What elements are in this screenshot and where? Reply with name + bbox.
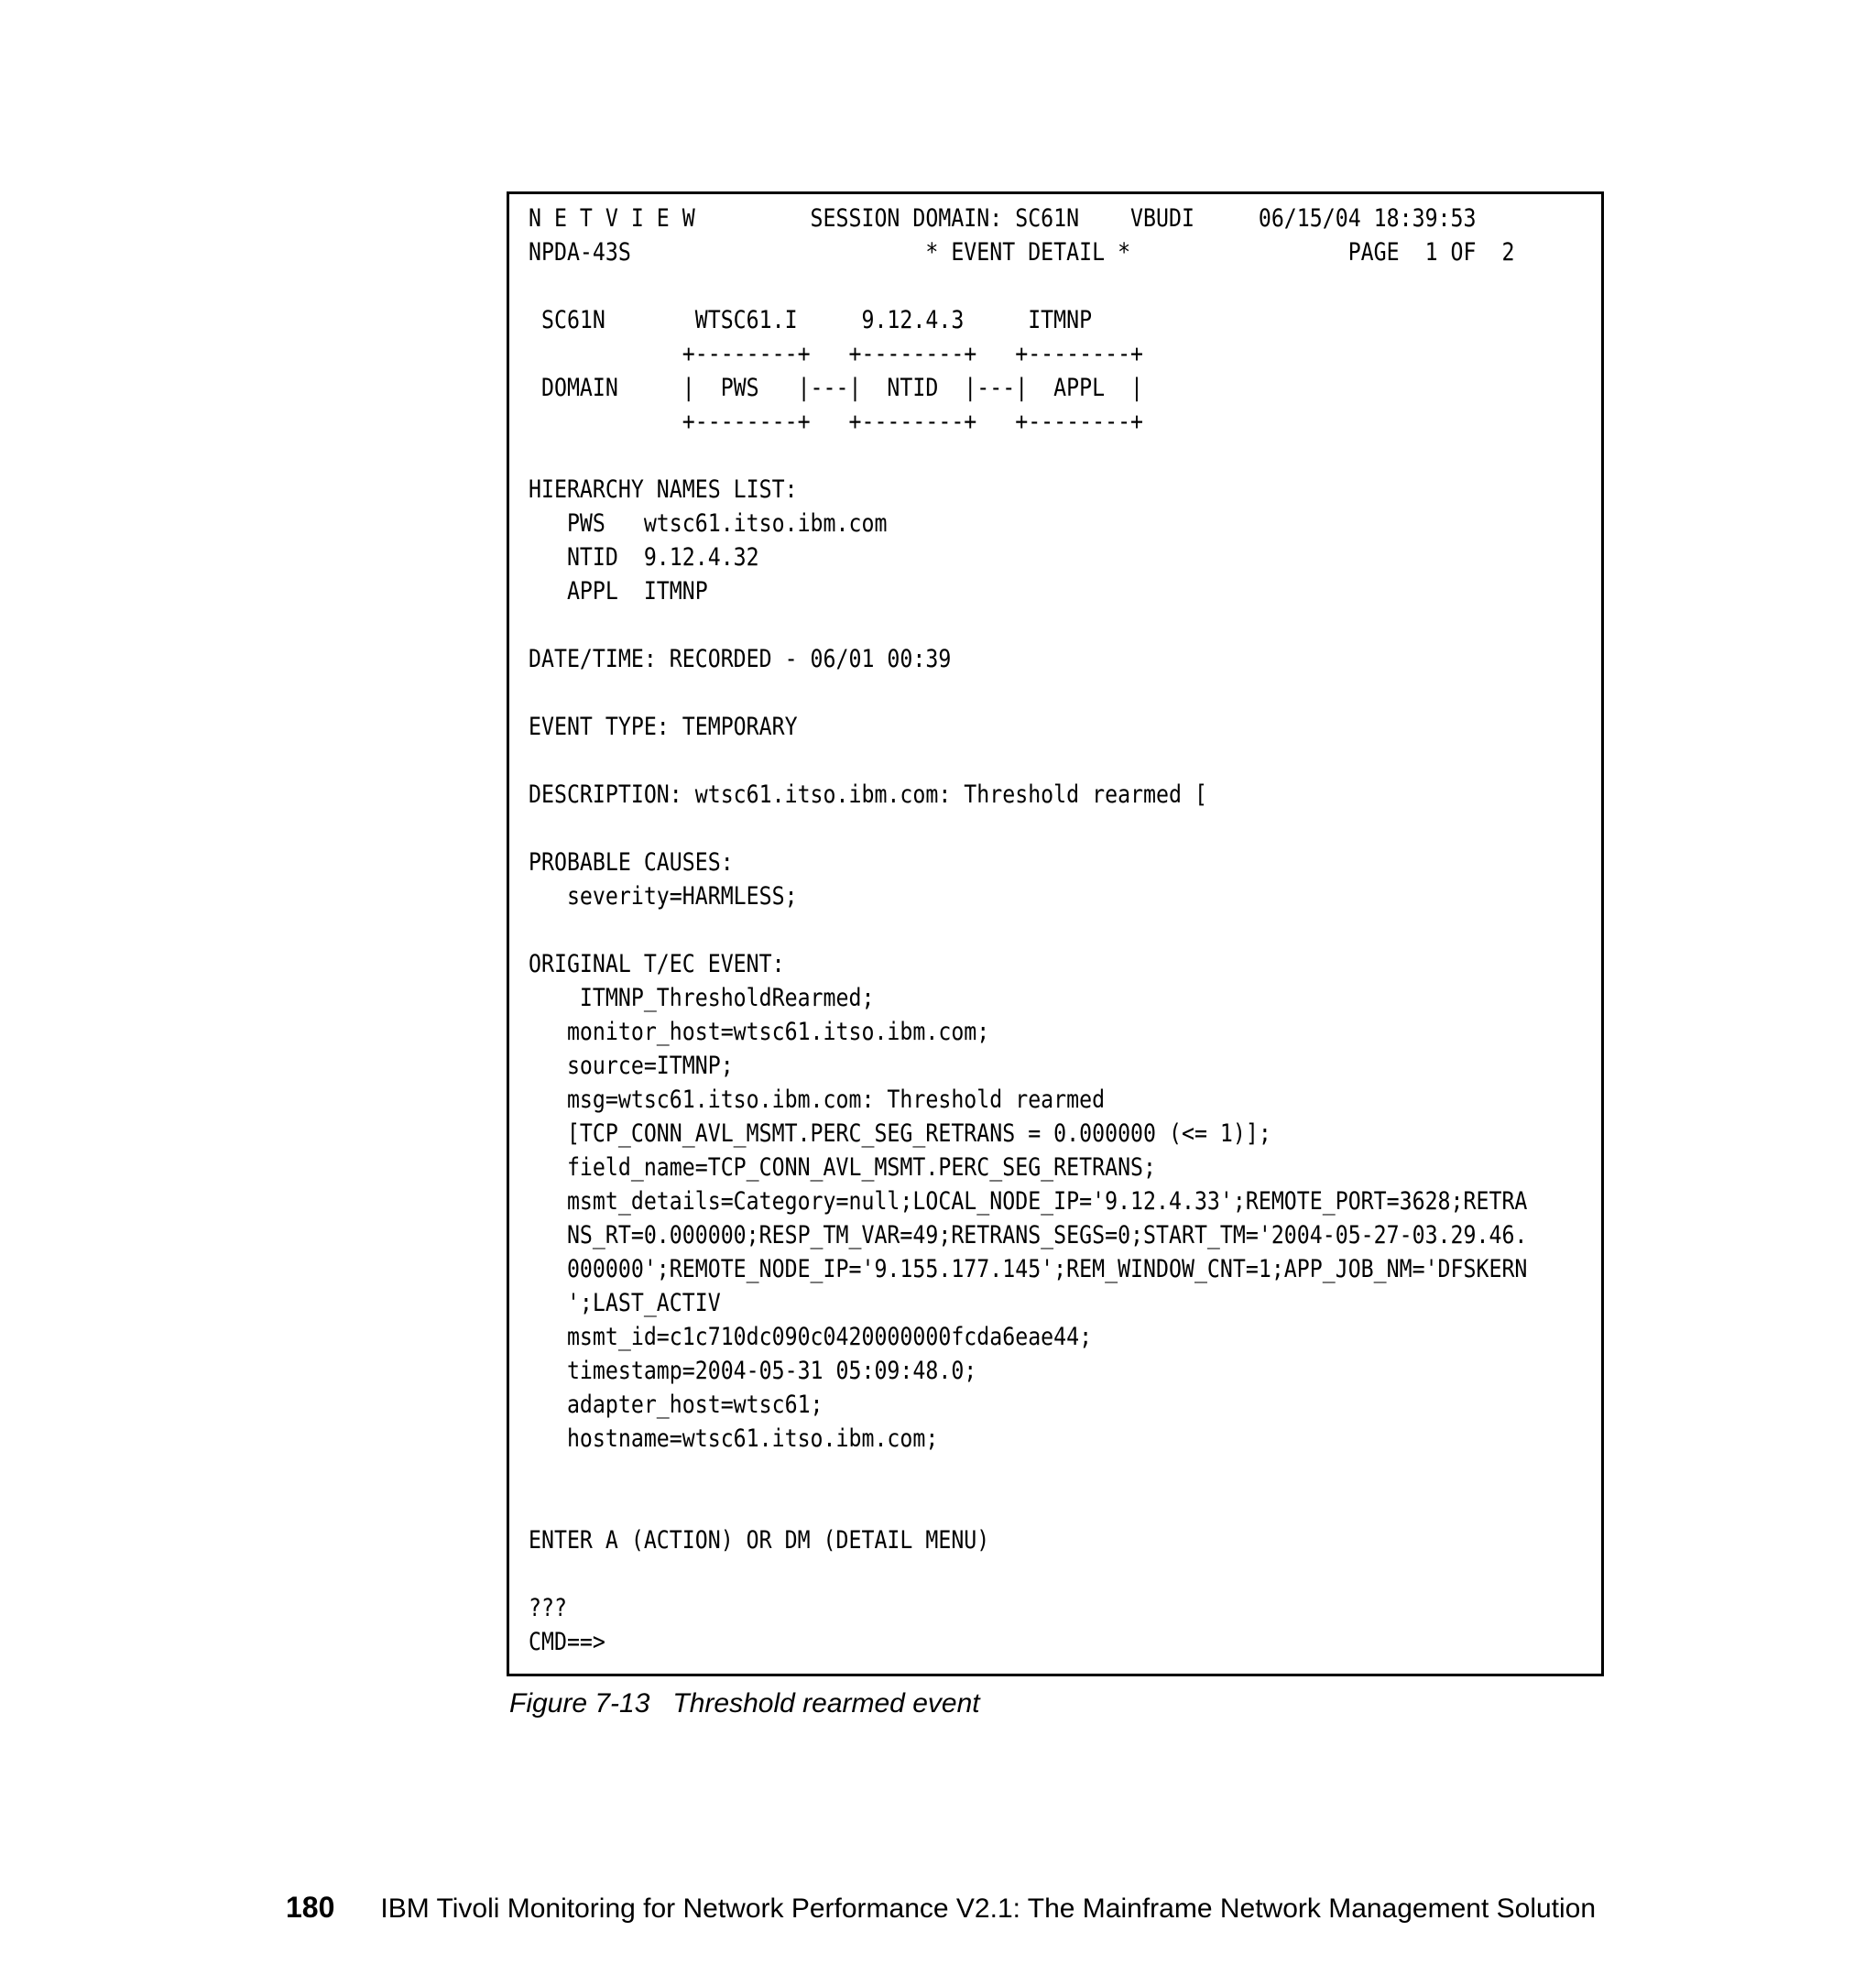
- page-number: 180: [286, 1891, 335, 1924]
- screen-line: adapter_host=wtsc61;: [529, 1391, 823, 1419]
- figure-caption: Figure 7-13 Threshold rearmed event: [509, 1688, 980, 1719]
- screen-line: PROBABLE CAUSES:: [529, 848, 734, 877]
- screen-line: ';LAST_ACTIV: [529, 1289, 721, 1317]
- screen-line: NTID 9.12.4.32: [529, 543, 759, 572]
- screen-line: NPDA-43S * EVENT DETAIL * PAGE 1 OF 2: [529, 238, 1515, 267]
- book-title: IBM Tivoli Monitoring for Network Performance V2.1: The Mainframe Network Management Solution: [380, 1893, 1597, 1924]
- terminal-screen: [507, 191, 1604, 1676]
- screen-line: EVENT TYPE: TEMPORARY: [529, 713, 798, 741]
- screen-line: msmt_details=Category=null;LOCAL_NODE_IP='9.12.4.33';REMOTE_PORT=3628;RETRA: [529, 1187, 1528, 1216]
- screen-line: 000000';REMOTE_NODE_IP='9.155.177.145';REM_WINDOW_CNT=1;APP_JOB_NM='DFSKERN: [529, 1255, 1528, 1283]
- screen-line: [529, 812, 1527, 846]
- screen-line: HIERARCHY NAMES LIST:: [529, 475, 798, 504]
- screen-line: [529, 1456, 1527, 1490]
- screen-line: msmt_id=c1c710dc090c0420000000fcda6eae44;: [529, 1323, 1093, 1351]
- screen-line: NS_RT=0.000000;RESP_TM_VAR=49;RETRANS_SEGS=0;START_TM='2004-05-27-03.29.46.: [529, 1221, 1528, 1249]
- page-footer: [286, 1891, 1596, 1926]
- screen-line: [529, 913, 1527, 947]
- screen-line: ORIGINAL T/EC EVENT:: [529, 950, 785, 978]
- screen-line: [529, 676, 1527, 710]
- screen-line: [529, 744, 1527, 778]
- screen-line: ???: [529, 1594, 567, 1622]
- screen-line: APPL ITMNP: [529, 577, 708, 606]
- screen-line: field_name=TCP_CONN_AVL_MSMT.PERC_SEG_RETRANS;: [529, 1153, 1157, 1182]
- screen-line: [TCP_CONN_AVL_MSMT.PERC_SEG_RETRANS = 0.000000 (<= 1)];: [529, 1119, 1271, 1148]
- screen-line: +--------+ +--------+ +--------+: [529, 408, 1144, 436]
- screen-line: DOMAIN | PWS |---| NTID |---| APPL |: [529, 374, 1144, 402]
- screen-line: DATE/TIME: RECORDED - 06/01 00:39: [529, 645, 952, 673]
- screen-line: msg=wtsc61.itso.ibm.com: Threshold rearmed: [529, 1086, 1106, 1114]
- screen-line: hostname=wtsc61.itso.ibm.com;: [529, 1424, 939, 1453]
- screen-line: [529, 439, 1527, 473]
- screen-line: PWS wtsc61.itso.ibm.com: [529, 509, 888, 538]
- screen-line: timestamp=2004-05-31 05:09:48.0;: [529, 1357, 977, 1385]
- screen-line: [529, 269, 1527, 303]
- screen-line: [529, 1557, 1527, 1591]
- screen-line: ITMNP_ThresholdRearmed;: [529, 984, 875, 1012]
- screen-line: ENTER A (ACTION) OR DM (DETAIL MENU): [529, 1526, 990, 1555]
- screen-line: N E T V I E W SESSION DOMAIN: SC61N VBUDI 06/15/04 18:39:53: [529, 204, 1477, 233]
- screen-line: +--------+ +--------+ +--------+: [529, 340, 1144, 368]
- screen-line: [529, 608, 1527, 642]
- screen-line: [529, 1490, 1527, 1523]
- terminal-text: [529, 202, 1527, 1659]
- screen-line: CMD==>: [529, 1628, 605, 1656]
- screen-line: severity=HARMLESS;: [529, 882, 798, 911]
- screen-line: source=ITMNP;: [529, 1052, 734, 1080]
- screen-line: DESCRIPTION: wtsc61.itso.ibm.com: Threshold rearmed [: [529, 780, 1207, 809]
- screen-line: SC61N WTSC61.I 9.12.4.3 ITMNP: [529, 306, 1093, 334]
- screen-line: monitor_host=wtsc61.itso.ibm.com;: [529, 1018, 990, 1046]
